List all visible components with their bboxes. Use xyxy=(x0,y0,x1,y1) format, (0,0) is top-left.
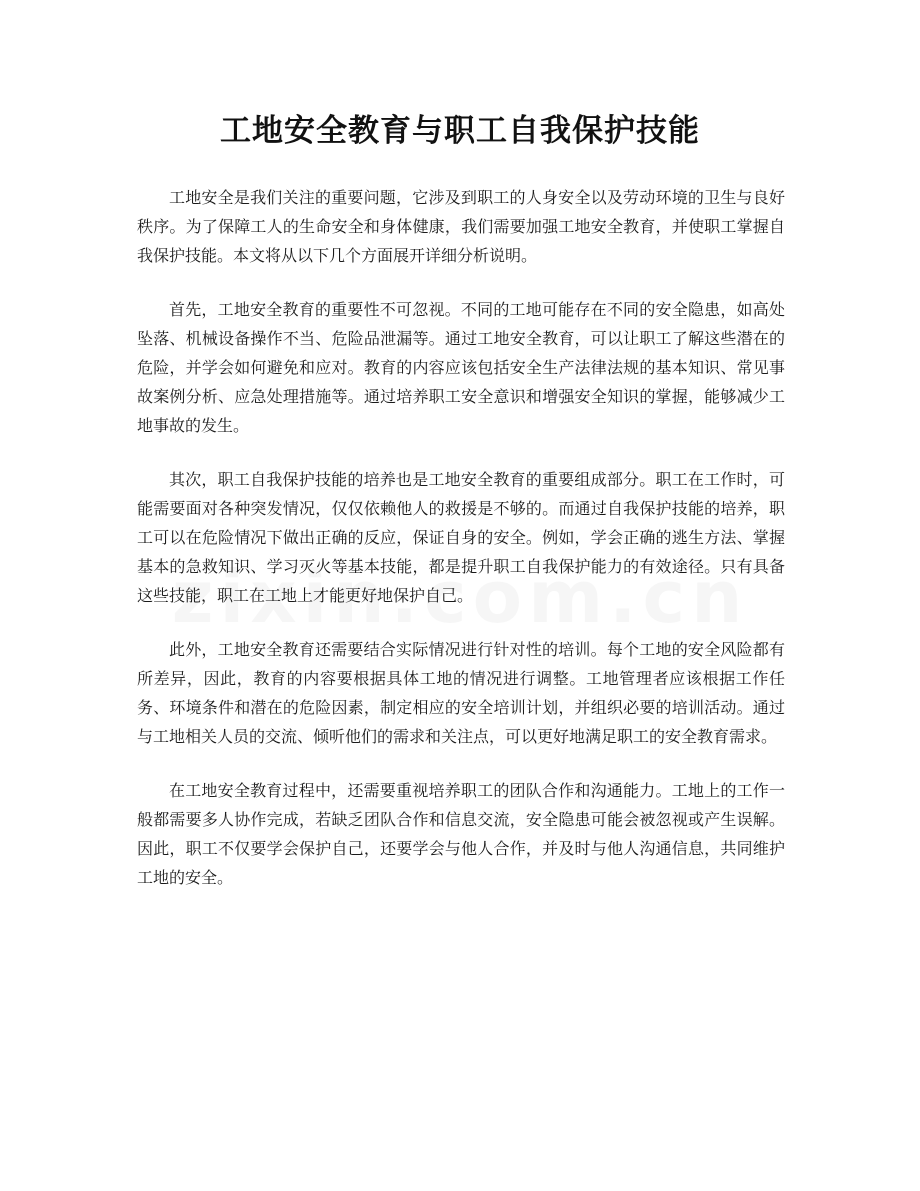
paragraph-self-protection: 其次，职工自我保护技能的培养也是工地安全教育的重要组成部分。职工在工作时，可能需要面对各种突发情况，仅仅依赖他人的救援是不够的。而通过自我保护技能的培养，职工可以在危险情况下做出正确的反应，保证自身的安全。例如，学会正确的逃生方法、掌握基本的急救知识、学习灭火等基本技能，都是提升职工自我保护能力的有效途径。只有具备这些技能，职工在工地上才能更好地保护自己。 xyxy=(137,470,785,605)
paragraph-targeted-training: 此外，工地安全教育还需要结合实际情况进行针对性的培训。每个工地的安全风险都有所差异，因此，教育的内容要根据具体工地的情况进行调整。工地管理者应该根据工作任务、环境条件和潜在的危险因素，制定相应的安全培训计划，并组织必要的培训活动。通过与工地相关人员的交流、倾听他们的需求和关注点，可以更好地满足职工的安全教育需求。 xyxy=(137,640,785,746)
document-title: 工地安全教育与职工自我保护技能 xyxy=(220,113,700,149)
document-body xyxy=(137,183,785,917)
paragraph-importance: 首先，工地安全教育的重要性不可忽视。不同的工地可能存在不同的安全隐患，如高处坠落、机械设备操作不当、危险品泄漏等。通过工地安全教育，可以让职工了解这些潜在的危险，并学会如何避免和应对。教育的内容应该包括安全生产法律法规的基本知识、常见事故案例分析、应急处理措施等。通过培养职工安全意识和增强安全知识的掌握，能够减少工地事故的发生。 xyxy=(137,300,785,435)
paragraph-intro: 工地安全是我们关注的重要问题，它涉及到职工的人身安全以及劳动环境的卫生与良好秩序。为了保障工人的生命安全和身体健康，我们需要加强工地安全教育，并使职工掌握自我保护技能。本文将从以下几个方面展开详细分析说明。 xyxy=(137,188,785,265)
paragraph-teamwork: 在工地安全教育过程中，还需要重视培养职工的团队合作和沟通能力。工地上的工作一般都需要多人协作完成，若缺乏团队合作和信息交流，安全隐患可能会被忽视或产生误解。因此，职工不仅要学会保护自己，还要学会与他人合作，并及时与他人沟通信息，共同维护工地的安全。 xyxy=(137,781,785,887)
